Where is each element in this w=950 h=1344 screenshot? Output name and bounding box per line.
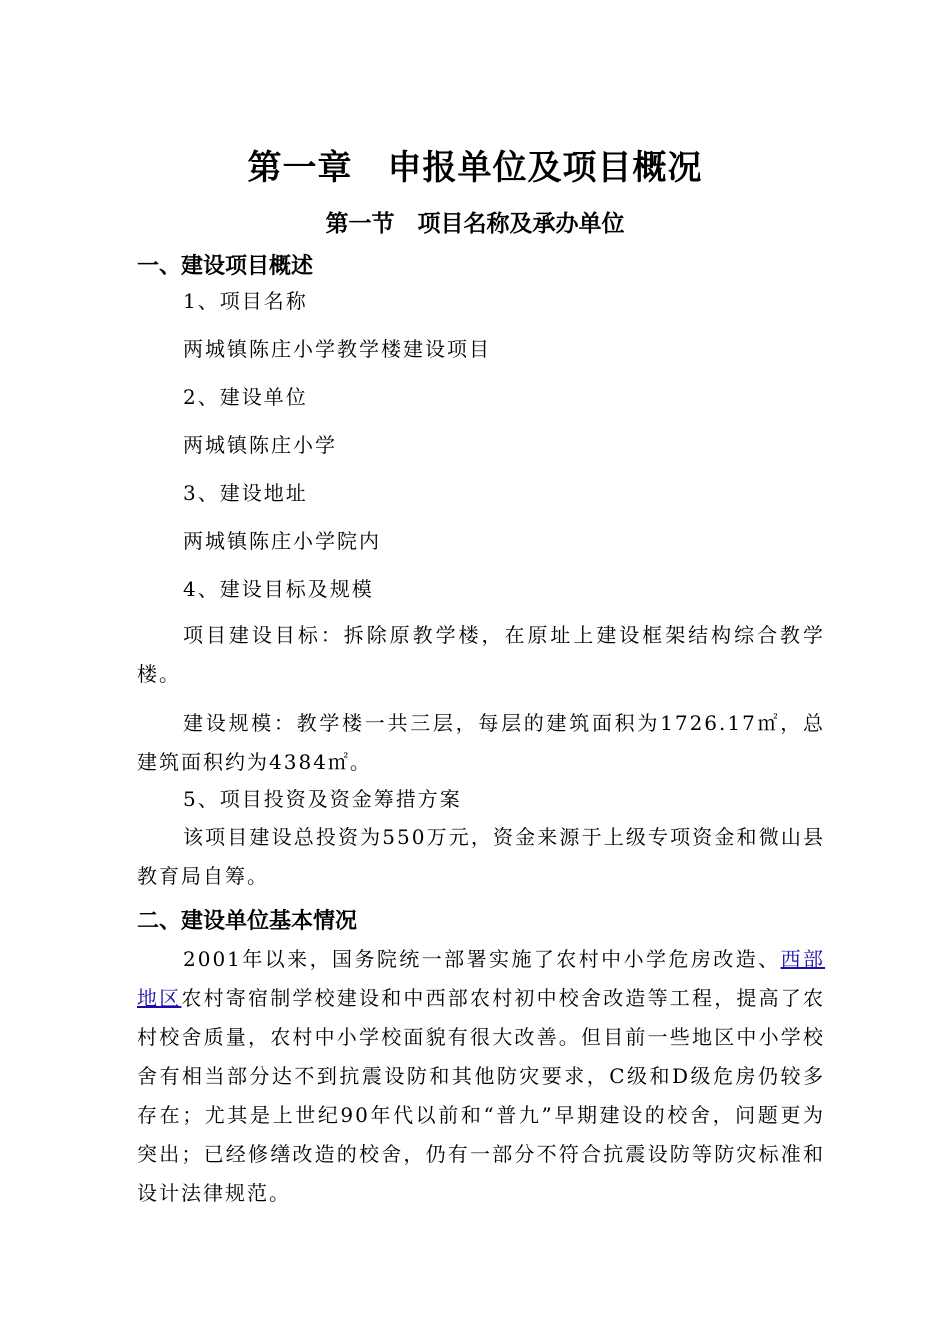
paragraph-goal: 项目建设目标：拆除原教学楼，在原址上建设框架结构综合教学楼。 xyxy=(137,623,825,686)
item-address-label: 3、建设地址 xyxy=(183,481,308,505)
paragraph-investment: 该项目建设总投资为550万元，资金来源于上级专项资金和微山县教育局自筹。 xyxy=(137,825,825,888)
west-region-link[interactable]: 西部地区 xyxy=(137,947,826,1010)
item-address-value: 两城镇陈庄小学院内 xyxy=(183,529,381,553)
section-title: 第一节 项目名称及承办单位 xyxy=(325,211,625,237)
item-investment-label: 5、项目投资及资金筹措方案 xyxy=(183,787,462,811)
item-goal-scale-label: 4、建设目标及规模 xyxy=(183,577,374,601)
item-project-name-value: 两城镇陈庄小学教学楼建设项目 xyxy=(183,337,491,361)
paragraph-builder-info xyxy=(137,940,825,1213)
heading-builder-info: 二、建设单位基本情况 xyxy=(137,909,358,934)
paragraph-text-start: 2001年以来，国务院统一部署实施了农村中小学危房改造、 xyxy=(183,947,781,971)
heading-project-overview: 一、建设项目概述 xyxy=(137,254,314,279)
item-builder-value: 两城镇陈庄小学 xyxy=(183,433,337,457)
item-project-name-label: 1、项目名称 xyxy=(183,289,308,313)
chapter-title: 第一章 申报单位及项目概况 xyxy=(247,148,703,188)
paragraph-scale: 建设规模：教学楼一共三层，每层的建筑面积为1726.17㎡，总建筑面积约为4384㎡。 xyxy=(137,711,825,774)
item-builder-label: 2、建设单位 xyxy=(183,385,308,409)
paragraph-text-rest: 农村寄宿制学校建设和中西部农村初中校舍改造等工程，提高了农村校舍质量，农村中小学校面貌有很大改善。但目前一些地区中小学校舍有相当部分达不到抗震设防和其他防灾要求，C级和D级危房仍较多存在；尤其是上世纪90年代以前和“普九”早期建设的校舍，问题更为突出；已经修缮改造的校舍，仍有一部分不符合抗震设防等防灾标准和设计法律规范。 xyxy=(137,986,826,1205)
